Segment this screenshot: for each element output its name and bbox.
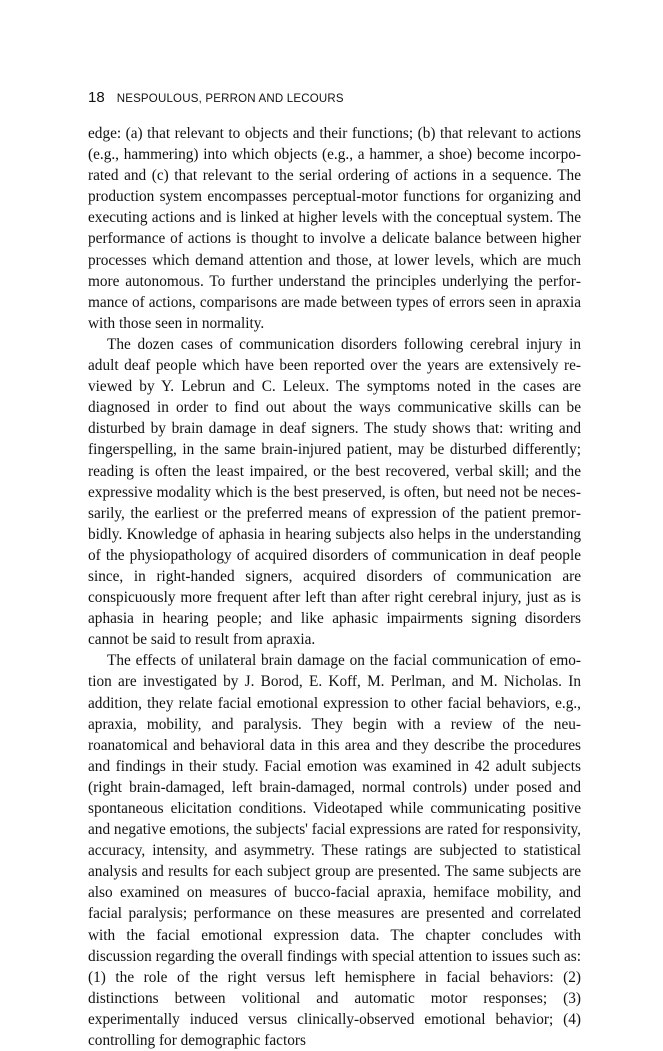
paragraph-continued: edge: (a) that relevant to objects and their functions; (b) that relevant to actions (e.g., hammering) into which objects (e.g., a hammer, a shoe) become incorporated and (c) that relevant to the serial ordering of actions in a sequence. The production system encompasses perceptual-motor functions for organizing and executing actions and is linked at higher levels with the conceptual system. The performance of actions is thought to involve a delicate balance between higher processes which demand attention and those, at lower levels, which are much more autonomous. To further understand the principles underlying the performance of actions, comparisons are made between types of errors seen in apraxia with those seen in normality.: [88, 125, 581, 332]
paragraph-lebrun-leleux: The dozen cases of communication disorders following cerebral injury in adult deaf people which have been reported over the years are extensively reviewed by Y. Lebrun and C. Leleux. The symptoms noted in the cases are diagnosed in order to find out about the ways communicative skills can be disturbed by brain damage in deaf signers. The study shows that: writing and fingerspelling, in the same brain-injured patient, may be disturbed differently; reading is often the least impaired, or the best recovered, verbal skill; and the expressive modality which is the best preserved, is often, but need not be necessarily, the earliest or the preferred means of expression of the patient premorbidly. Knowledge of aphasia in hearing subjects also helps in the understanding of the physiopathology of acquired disorders of communication in deaf people since, in right-handed signers, acquired disorders of communication are conspicuously more frequent after left than after right cerebral injury, just as is aphasia in hearing people; and like aphasic impairments signing disorders cannot be said to result from apraxia.: [88, 335, 581, 649]
running-title: NESPOULOUS, PERRON AND LECOURS: [116, 93, 344, 105]
body-text: [88, 123, 581, 1051]
page-number: 18: [88, 89, 105, 106]
running-head: [88, 89, 588, 107]
paragraph-borod-koff: The effects of unilateral brain damage on the facial communication of emotion are investigated by J. Borod, E. Koff, M. Perlman, and M. Nicholas. In addition, they relate facial emotional expression to other facial behaviors, e.g., apraxia, mobility, and paralysis. They begin with a review of the neuroanatomical and behavioral data in this area and they describe the procedures and findings in their study. Facial emotion was examined in 42 adult subjects (right brain-damaged, left brain-damaged, normal controls) under posed and spontaneous elicitation conditions. Videotaped while communicating positive and negative emotions, the subjects' facial expressions are rated for responsivity, accuracy, intensity, and asymmetry. These ratings are subjected to statistical analysis and results for each subject group are presented. The same subjects are also examined on measures of bucco-facial apraxia, hemiface mobility, and facial paralysis; performance on these measures are presented and correlated with the facial emotional expression data. The chapter concludes with discussion regarding the overall findings with special attention to issues such as: (1) the role of the right versus left hemisphere in facial behaviors: (2) distinctions between volitional and automatic motor responses; (3) experimentally induced versus clinically-observed emotional behavior; (4) controlling for demographic factors: [88, 652, 581, 1050]
